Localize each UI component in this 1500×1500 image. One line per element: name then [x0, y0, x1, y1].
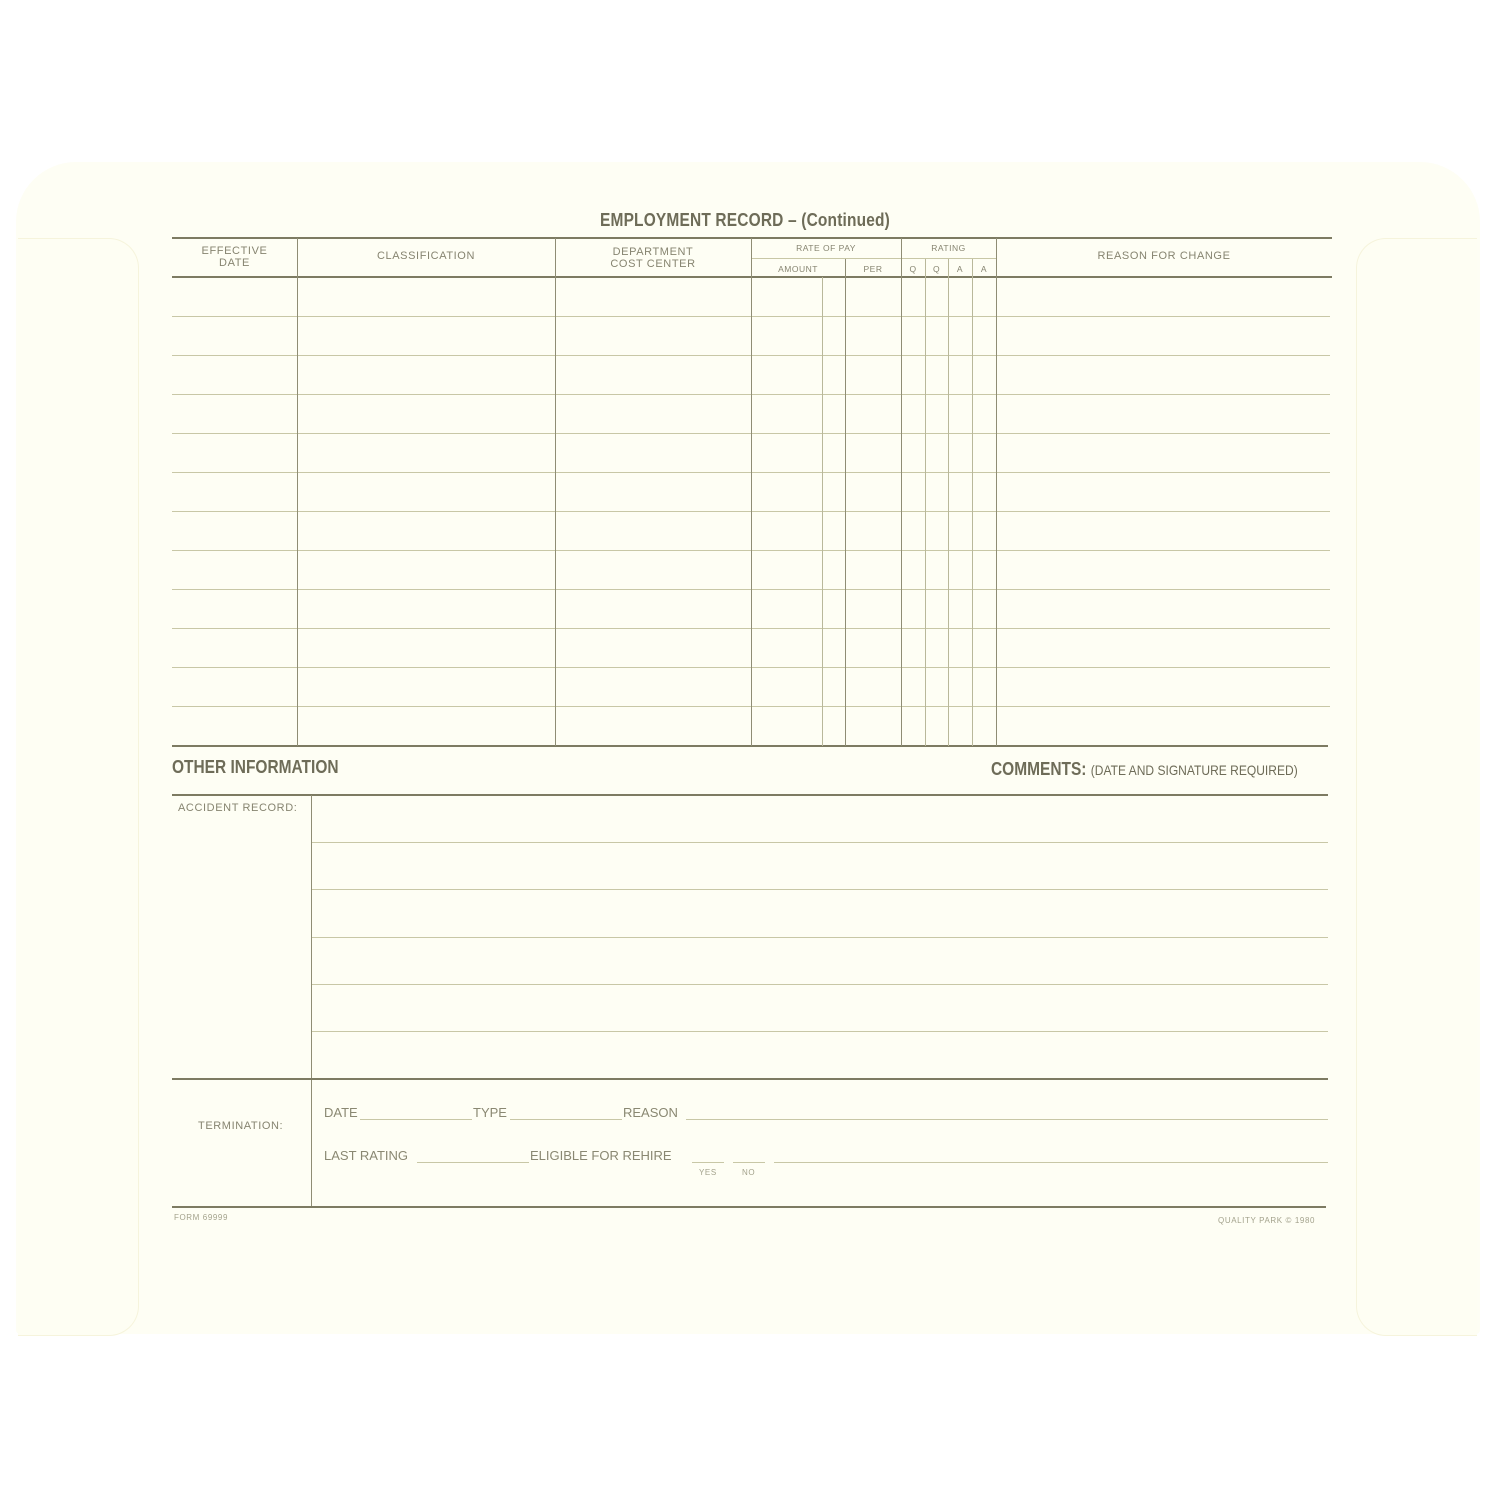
header-rating: RATING: [931, 243, 966, 253]
section-divider: [311, 795, 312, 1207]
comment-line[interactable]: [312, 1031, 1328, 1032]
col-divider: [297, 238, 298, 746]
envelope-flap-right: [1356, 238, 1477, 1336]
table-header-bottom-rule: [172, 276, 1332, 278]
termination-date-input[interactable]: [360, 1119, 472, 1120]
col-divider: [901, 238, 902, 746]
last-rating-input[interactable]: [417, 1162, 529, 1163]
header-rating-q1: Q: [909, 264, 917, 274]
yes-label: YES: [699, 1168, 717, 1177]
header-effective-date: [172, 245, 297, 269]
rehire-notes-input[interactable]: [774, 1162, 1328, 1163]
termination-type-input[interactable]: [510, 1119, 622, 1120]
eligible-rehire-label: ELIGIBLE FOR REHIRE: [530, 1148, 672, 1163]
termination-top-rule: [172, 1078, 1328, 1080]
subheader-rule: [752, 258, 996, 259]
termination-label: TERMINATION:: [198, 1120, 284, 1132]
comment-line[interactable]: [312, 937, 1328, 938]
header-per: PER: [863, 264, 883, 274]
comments-label: COMMENTS:: [991, 759, 1087, 779]
header-department: [555, 246, 751, 270]
header-rating-a2: A: [980, 264, 988, 274]
rehire-yes-input[interactable]: [692, 1162, 724, 1163]
header-amount: AMOUNT: [778, 264, 818, 274]
header-classification: CLASSIFICATION: [376, 250, 476, 262]
copyright: QUALITY PARK © 1980: [1218, 1216, 1316, 1225]
form-bottom-rule: [172, 1206, 1326, 1208]
header-rating-q2: Q: [932, 264, 941, 274]
rehire-no-input[interactable]: [733, 1162, 765, 1163]
col-divider: [555, 238, 556, 746]
col-divider: [972, 259, 973, 746]
comments-note: (DATE AND SIGNATURE REQUIRED): [1090, 762, 1298, 778]
header-text: DATE: [219, 257, 250, 269]
termination-reason-input[interactable]: [686, 1119, 1328, 1120]
comment-line[interactable]: [312, 889, 1328, 890]
col-divider: [845, 259, 846, 746]
no-label: NO: [742, 1168, 756, 1177]
header-text: EFFECTIVE: [201, 245, 268, 257]
envelope-flap-left: [18, 238, 139, 1336]
col-divider: [925, 259, 926, 746]
termination-reason-label: REASON: [623, 1105, 678, 1120]
header-rating-a1: A: [956, 264, 964, 274]
comments-top-rule: [172, 794, 1328, 796]
col-divider: [948, 259, 949, 746]
table-bottom-rule: [172, 745, 1328, 747]
form-card: [16, 162, 1480, 1334]
comment-line[interactable]: [312, 842, 1328, 843]
form-title: EMPLOYMENT RECORD – (Continued): [600, 210, 890, 230]
accident-record-label: ACCIDENT RECORD:: [178, 802, 298, 814]
col-divider-cents: [822, 277, 823, 746]
termination-date-label: DATE: [324, 1105, 358, 1120]
comment-line[interactable]: [312, 984, 1328, 985]
header-reason-for-change: REASON FOR CHANGE: [1097, 250, 1231, 262]
table-top-rule: [172, 237, 1332, 239]
other-information-heading: OTHER INFORMATION: [172, 757, 339, 777]
header-text: COST CENTER: [610, 258, 696, 270]
form-number: FORM 69999: [174, 1213, 229, 1222]
header-rate-of-pay: RATE OF PAY: [796, 243, 856, 253]
last-rating-label: LAST RATING: [324, 1148, 409, 1163]
col-divider: [996, 238, 997, 746]
termination-type-label: TYPE: [473, 1105, 507, 1120]
col-divider: [751, 238, 752, 746]
comments-heading: [991, 759, 1298, 780]
header-text: DEPARTMENT: [612, 246, 694, 258]
